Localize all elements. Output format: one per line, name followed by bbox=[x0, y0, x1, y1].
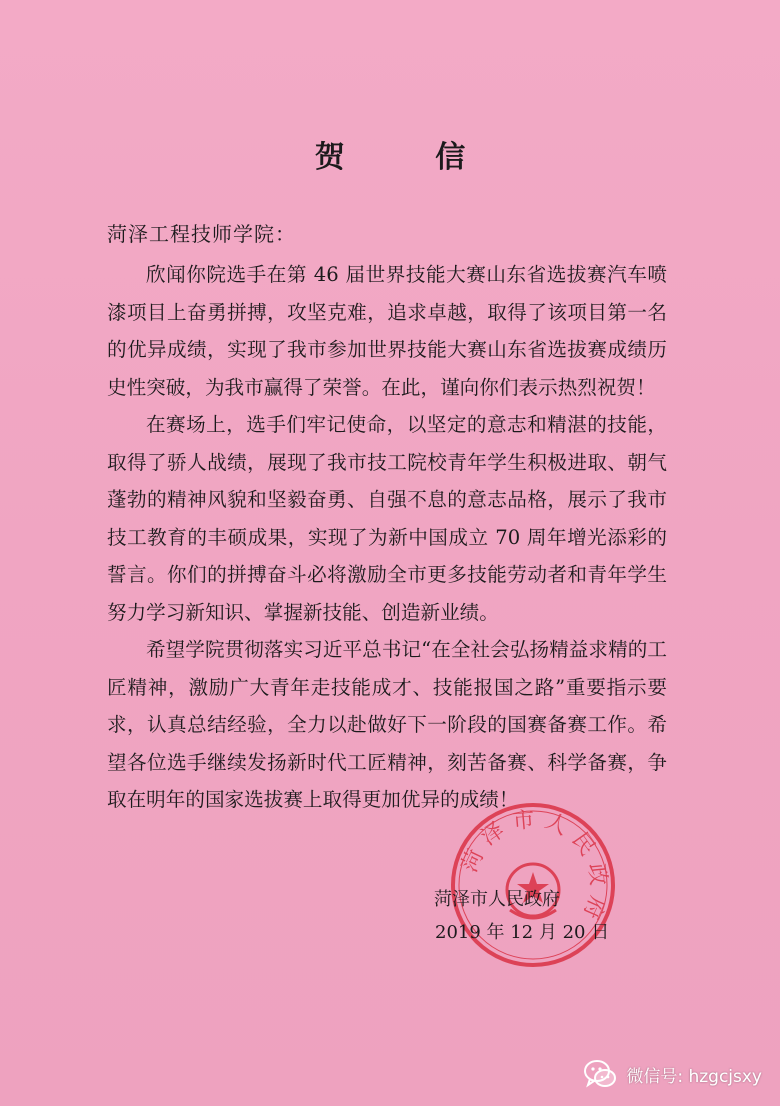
letter-paragraph: 欣闻你院选手在第 46 届世界技能大赛山东省选拔赛汽车喷漆项目上奋勇拼搏，攻坚克难，追求卓越，取得了该项目第一名的优异成绩，实现了我市参加世界技能大赛山东省选拔赛成绩历史性突破，为我市赢得了荣誉。在此，谨向你们表示热烈祝贺！ bbox=[107, 263, 667, 399]
seal-text: 菏泽市人民政府 bbox=[457, 807, 612, 930]
letter-paragraph: 在赛场上，选手们牢记使命，以坚定的意志和精湛的技能，取得了骄人战绩，展现了我市技工院校青年学生积极进取、朝气蓬勃的精神风貌和坚毅奋勇、自强不息的意志品格，展示了我市技工教育的丰硕成果，实现了为新中国成立 70 周年增光添彩的誓言。你们的拼搏奋斗必将激励全市更多技能劳动者和青年学生努力学习新知识、掌握新技能、创造新业绩。 bbox=[107, 413, 667, 624]
letter-paragraph: 希望学院贯彻落实习近平总书记“在全社会弘扬精益求精的工匠精神，激励广大青年走技能成才、技能报国之路”重要指示要求，认真总结经验，全力以赴做好下一阶段的国赛备赛工作。希望各位选手继续发扬新时代工匠精神，刻苦备赛、科学备赛，争取在明年的国家选拔赛上取得更加优异的成绩！ bbox=[107, 638, 667, 811]
wechat-watermark bbox=[582, 1056, 762, 1092]
wechat-icon bbox=[582, 1056, 618, 1092]
letter-sender: 菏泽市人民政府 bbox=[434, 889, 560, 910]
letter-date: 2019 年 12 月 20 日 bbox=[435, 922, 610, 943]
letter-body bbox=[107, 256, 667, 819]
letter-addressee: 菏泽工程技师学院： bbox=[107, 222, 296, 246]
letter-title: 贺 信 bbox=[314, 140, 506, 175]
wechat-id-label: 微信号: hzgcjsxy bbox=[626, 1066, 762, 1087]
